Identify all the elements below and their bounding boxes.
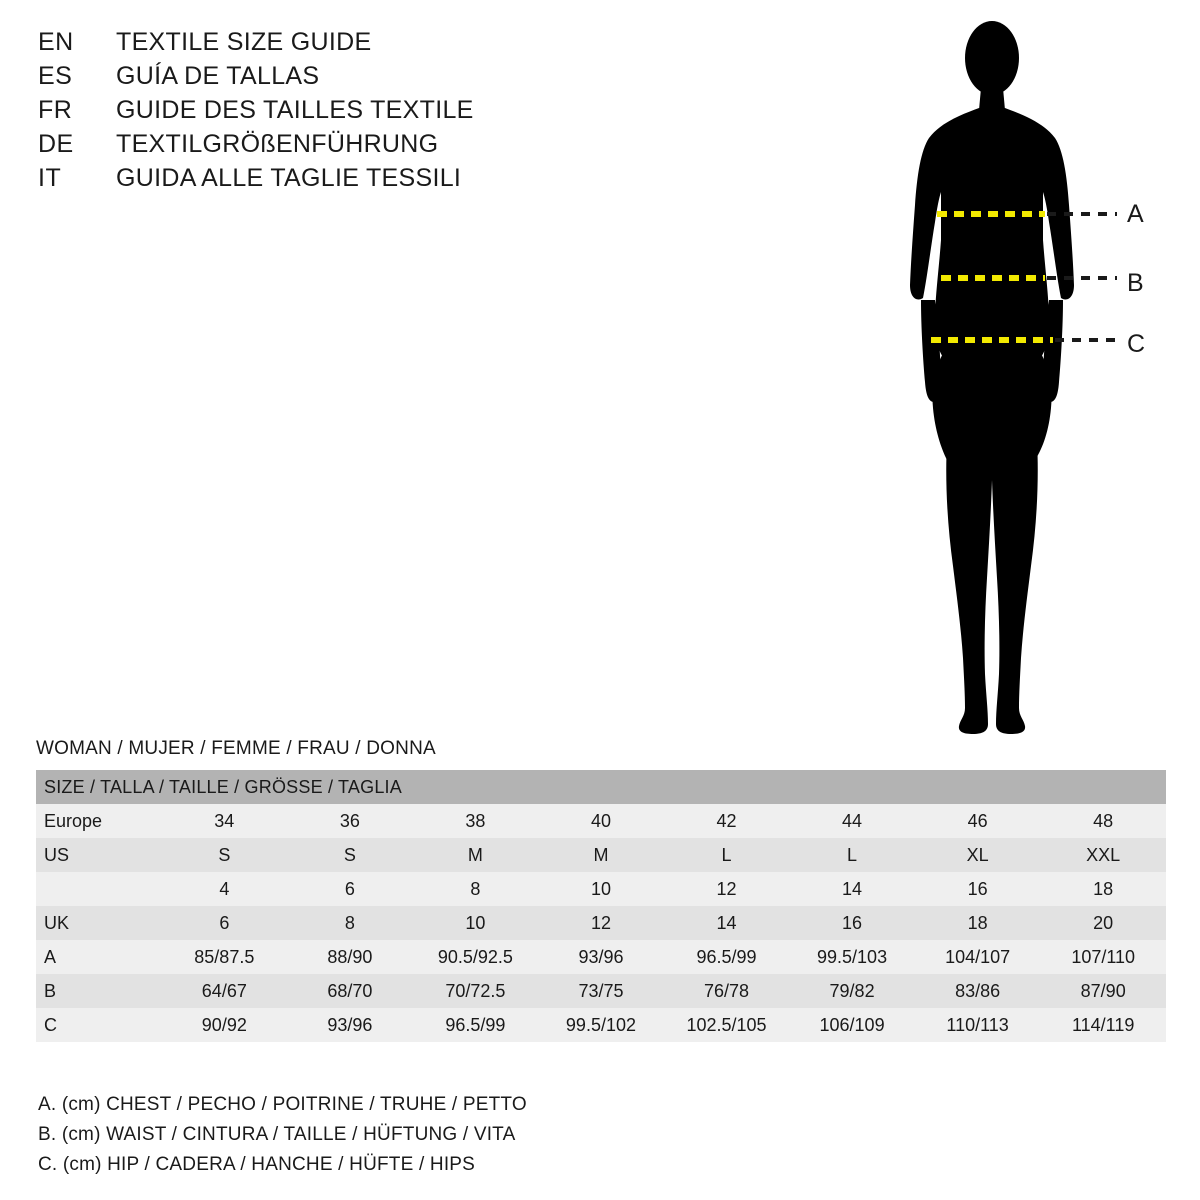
table-row	[36, 1008, 1166, 1042]
row-label	[36, 872, 162, 906]
table-row	[36, 940, 1166, 974]
table-cell: 83/86	[955, 980, 1001, 1001]
table-cell: 96.5/99	[696, 946, 757, 967]
table-cell: 96.5/99	[445, 1014, 506, 1035]
table-cell: 85/87.5	[194, 946, 255, 967]
title-row	[38, 164, 638, 198]
size-table-section	[36, 738, 1166, 1042]
title-text: GUIDE DES TAILLES TEXTILE	[116, 96, 474, 124]
table-cell: 90.5/92.5	[437, 946, 513, 967]
title-row	[38, 28, 638, 62]
table-body	[36, 804, 1166, 1042]
title-row	[38, 62, 638, 96]
table-cell: 93/96	[578, 946, 624, 967]
title-text: TEXTILGRÖßENFÜHRUNG	[116, 130, 439, 158]
table-cell: 104/107	[945, 946, 1011, 967]
table-cell: 12	[716, 878, 737, 899]
table-cell: S	[343, 844, 356, 865]
title-row	[38, 96, 638, 130]
table-cell: 8	[470, 878, 481, 899]
table-cell: 14	[842, 878, 863, 899]
table-cell: 12	[590, 912, 611, 933]
table-cell: 99.5/102	[565, 1014, 636, 1035]
table-cell: L	[721, 844, 732, 865]
row-label: C	[44, 1014, 57, 1035]
table-cell: 106/109	[819, 1014, 885, 1035]
table-cell: L	[847, 844, 858, 865]
title-text: GUIDA ALLE TAGLIE TESSILI	[116, 164, 462, 192]
legend-line-c: C. (cm) HIP / CADERA / HANCHE / HÜFTE / HIPS	[38, 1154, 476, 1175]
measure-label-c: C	[1127, 330, 1146, 358]
table-row	[36, 872, 1166, 906]
table-cell: 42	[716, 810, 737, 831]
table-group-heading: WOMAN / MUJER / FEMME / FRAU / DONNA	[36, 738, 436, 759]
table-cell: 8	[344, 912, 355, 933]
table-cell: 14	[716, 912, 737, 933]
table-cell: M	[593, 844, 609, 865]
table-cell: 93/96	[327, 1014, 373, 1035]
female-silhouette-icon	[855, 10, 1185, 750]
title-text: TEXTILE SIZE GUIDE	[116, 28, 372, 56]
title-lang-code: IT	[38, 164, 62, 192]
table-cell: 79/82	[829, 980, 875, 1001]
size-table	[36, 770, 1166, 1042]
table-cell: 90/92	[201, 1014, 247, 1035]
measure-label-b: B	[1127, 269, 1144, 297]
table-cell: S	[218, 844, 231, 865]
table-cell: 68/70	[327, 980, 373, 1001]
table-cell: 40	[590, 810, 611, 831]
table-cell: 88/90	[327, 946, 373, 967]
table-cell: 64/67	[201, 980, 247, 1001]
table-cell: 16	[842, 912, 863, 933]
table-cell: 87/90	[1080, 980, 1126, 1001]
title-text: GUÍA DE TALLAS	[116, 62, 320, 90]
table-cell: 10	[590, 878, 611, 899]
table-cell: XL	[966, 844, 989, 865]
table-cell: 18	[1093, 878, 1114, 899]
table-cell: 18	[967, 912, 988, 933]
measurement-legend	[38, 1090, 738, 1180]
row-label: B	[44, 980, 57, 1001]
table-cell: 36	[339, 810, 360, 831]
table-cell: M	[467, 844, 483, 865]
table-cell: 46	[967, 810, 988, 831]
title-lang-code: ES	[38, 62, 73, 90]
table-cell: 110/113	[946, 1014, 1009, 1035]
title-row	[38, 130, 638, 164]
title-lang-code: FR	[38, 96, 73, 124]
table-cell: 107/110	[1071, 946, 1136, 967]
table-cell: 10	[465, 912, 486, 933]
legend-line-b: B. (cm) WAIST / CINTURA / TAILLE / HÜFTUNG / VITA	[38, 1124, 516, 1145]
title-lang-code: DE	[38, 130, 74, 158]
table-row	[36, 804, 1166, 838]
table-cell: 114/119	[1071, 1014, 1135, 1035]
legend-line-a: A. (cm) CHEST / PECHO / POITRINE / TRUHE / PETTO	[38, 1094, 527, 1115]
table-cell: 34	[214, 810, 235, 831]
table-cell: 73/75	[578, 980, 624, 1001]
table-cell: 102.5/105	[686, 1014, 767, 1035]
table-cell: 6	[344, 878, 355, 899]
table-row	[36, 838, 1166, 872]
row-label: A	[44, 946, 57, 967]
table-cell: 4	[219, 878, 230, 899]
female-body-figure	[855, 10, 1185, 750]
table-cell: 99.5/103	[817, 946, 888, 967]
table-header-cell: SIZE / TALLA / TAILLE / GRÖSSE / TAGLIA	[36, 770, 1166, 804]
title-block	[38, 28, 638, 198]
table-header-row	[36, 770, 1166, 804]
table-cell: 20	[1093, 912, 1114, 933]
measure-label-a: A	[1127, 200, 1144, 228]
title-lang-code: EN	[38, 28, 74, 56]
table-cell: 38	[465, 810, 486, 831]
table-cell: 48	[1093, 810, 1114, 831]
table-cell: 76/78	[703, 980, 750, 1001]
table-cell: 44	[842, 810, 863, 831]
table-cell: 16	[967, 878, 988, 899]
table-cell: XXL	[1086, 844, 1121, 865]
table-cell: 6	[219, 912, 230, 933]
table-head	[36, 770, 1166, 804]
table-row	[36, 906, 1166, 940]
table-row	[36, 974, 1166, 1008]
row-label: Europe	[44, 810, 103, 831]
table-cell: 70/72.5	[445, 980, 506, 1001]
row-label: US	[44, 844, 70, 865]
row-label: UK	[44, 912, 70, 933]
